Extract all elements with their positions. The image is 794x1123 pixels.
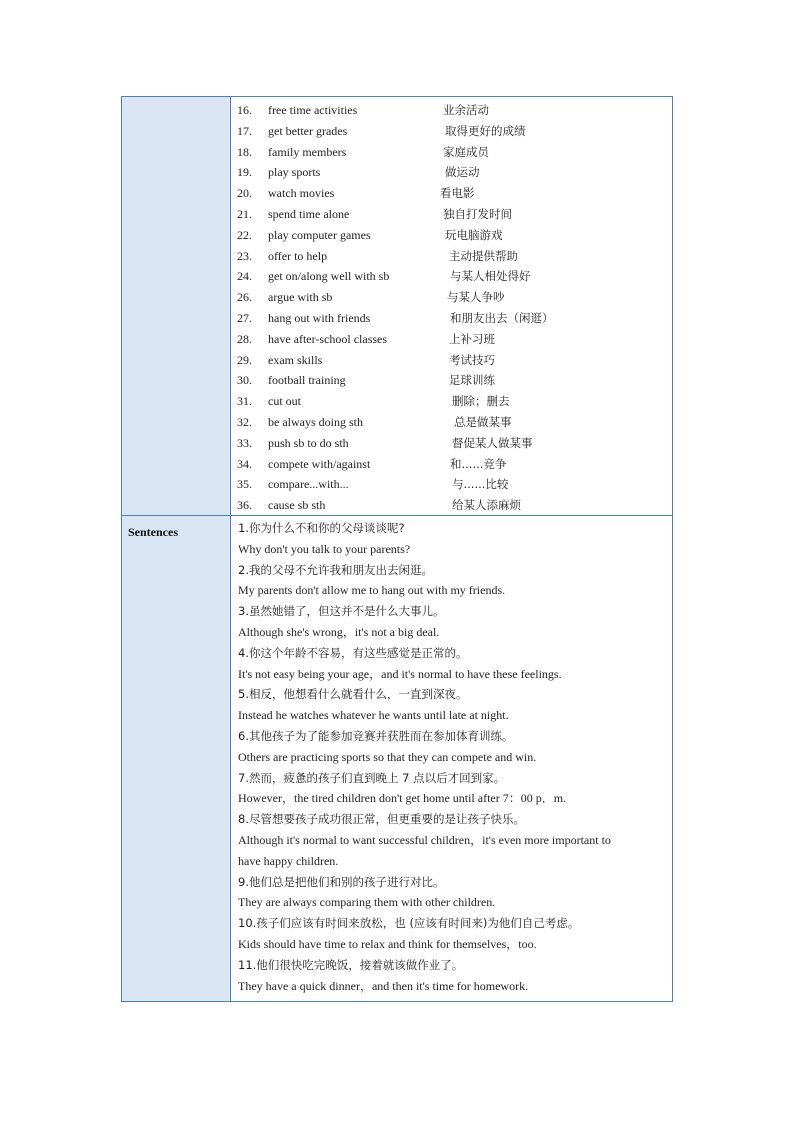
vocab-number: 18. — [237, 144, 252, 159]
vocab-number: 31. — [237, 394, 252, 409]
vocab-chinese: 做运动 — [445, 165, 480, 180]
vocab-english: argue with sb — [268, 290, 333, 305]
sentence-english: have happy children. — [238, 853, 339, 868]
vocab-number: 23. — [237, 248, 252, 263]
sentence-english: It's not easy being your age，and it's normal to have these feelings. — [238, 666, 562, 681]
vocab-row — [237, 370, 667, 391]
vocab-number: 20. — [237, 186, 252, 201]
vocabulary-table — [121, 96, 673, 1002]
vocab-english: get on/along well with sb — [268, 269, 390, 284]
vocab-row — [237, 100, 667, 121]
vocab-chinese: 看电影 — [440, 186, 475, 201]
label-column — [122, 97, 231, 1001]
vocab-row — [237, 204, 667, 225]
sentence-chinese: 9.他们总是把他们和别的孩子进行对比。 — [238, 874, 445, 889]
vocab-row — [237, 454, 667, 475]
vocab-chinese: 上补习班 — [449, 331, 495, 346]
sentence-chinese: 7.然而，疲惫的孩子们直到晚上 7 点以后才回到家。 — [238, 770, 506, 785]
vocab-chinese: 足球训练 — [449, 373, 495, 388]
vocab-english: spend time alone — [268, 206, 350, 221]
vocab-row — [237, 495, 667, 516]
sentence-chinese: 2.我的父母不允许我和朋友出去闲逛。 — [238, 562, 433, 577]
sentence-english: However，the tired children don't get home until after 7：00 p．m. — [238, 791, 567, 806]
sentence-english: They have a quick dinner，and then it's time for homework. — [238, 978, 529, 993]
vocab-row — [237, 225, 667, 246]
vocab-row — [237, 287, 667, 308]
vocab-english: cause sb sth — [268, 498, 326, 513]
vocab-number: 21. — [237, 206, 252, 221]
vocab-number: 29. — [237, 352, 252, 367]
vocab-number: 28. — [237, 331, 252, 346]
vocab-chinese: 取得更好的成绩 — [445, 123, 526, 138]
vocab-english: exam skills — [268, 352, 323, 367]
vocab-number: 34. — [237, 456, 252, 471]
vocab-chinese: 与某人相处得好 — [450, 269, 531, 284]
vocab-number: 24. — [237, 269, 252, 284]
vocab-number: 17. — [237, 123, 252, 138]
vocab-chinese: 督促某人做某事 — [452, 435, 533, 450]
vocab-chinese: 与某人争吵 — [447, 290, 505, 305]
vocab-number: 32. — [237, 414, 252, 429]
vocab-chinese: 给某人添麻烦 — [452, 498, 521, 513]
sentence-english: They are always comparing them with other children. — [238, 895, 496, 910]
vocab-english: push sb to do sth — [268, 435, 349, 450]
sentence-english: Instead he watches whatever he wants until late at night. — [238, 708, 509, 723]
vocab-row — [237, 162, 667, 183]
sentence-chinese: 4.你这个年龄不容易，有这些感觉是正常的。 — [238, 645, 468, 660]
vocab-number: 30. — [237, 373, 252, 388]
vocab-row — [237, 391, 667, 412]
vocab-english: watch movies — [268, 186, 335, 201]
vocab-row — [237, 246, 667, 267]
vocab-row — [237, 412, 667, 433]
sentence-english: Why don't you talk to your parents? — [238, 541, 411, 556]
vocab-english: hang out with friends — [268, 310, 371, 325]
sentences-label: Sentences — [128, 525, 178, 539]
sentence-english: Although it's normal to want successful children，it's even more important to — [238, 832, 611, 847]
sentence-chinese: 3.虽然她错了，但这并不是什么大事儿。 — [238, 604, 445, 619]
vocab-row — [237, 183, 667, 204]
vocab-english: be always doing sth — [268, 414, 363, 429]
vocab-english: free time activities — [268, 103, 358, 117]
vocab-english: get better grades — [268, 123, 348, 138]
vocab-row — [237, 350, 667, 371]
vocab-english: play computer games — [268, 227, 371, 242]
vocab-english: cut out — [268, 394, 301, 409]
sentence-english: My parents don't allow me to hang out with my friends. — [238, 583, 506, 598]
vocab-row — [237, 142, 667, 163]
vocab-chinese: 和朋友出去（闲逛） — [450, 310, 554, 325]
sentence-english: Others are practicing sports so that they can compete and win. — [238, 749, 537, 764]
sentence-chinese: 5.相反，他想看什么就看什么，一直到深夜。 — [238, 687, 468, 702]
vocab-english: family members — [268, 144, 347, 159]
vocab-number: 26. — [237, 290, 252, 305]
sentence-chinese: 8.尽管想要孩子成功很正常，但更重要的是让孩子快乐。 — [238, 812, 525, 827]
vocab-chinese: 考试技巧 — [449, 352, 495, 367]
vocab-number: 22. — [237, 227, 252, 242]
sentence-chinese: 1.你为什么不和你的父母谈谈呢? — [238, 521, 405, 535]
vocab-number: 36. — [237, 498, 252, 513]
vocab-english: compare...with... — [268, 477, 349, 492]
vocab-english: football training — [268, 373, 346, 388]
sentence-chinese: 11.他们很快吃完晚饭，接着就该做作业了。 — [238, 957, 464, 972]
vocab-chinese: 家庭成员 — [443, 144, 489, 159]
vocab-chinese: 独自打发时间 — [443, 206, 512, 221]
vocab-number: 35. — [237, 477, 252, 492]
sentence-chinese: 10.孩子们应该有时间来放松，也 (应该有时间来)为他们自己考虑。 — [238, 916, 580, 931]
vocab-number: 16. — [237, 103, 252, 117]
vocab-english: compete with/against — [268, 456, 371, 471]
sentence-chinese: 6.其他孩子为了能参加竞赛并获胜而在参加体育训练。 — [238, 728, 514, 743]
vocab-english: have after-school classes — [268, 331, 388, 346]
vocab-row — [237, 329, 667, 350]
vocab-chinese: 和......竞争 — [450, 456, 507, 471]
vocab-english: offer to help — [268, 248, 328, 263]
vocab-number: 27. — [237, 310, 252, 325]
vocab-row — [237, 266, 667, 287]
vocab-chinese: 总是做某事 — [454, 414, 512, 429]
vocab-number: 33. — [237, 435, 252, 450]
sentence-english: Kids should have time to relax and think for themselves，too. — [238, 936, 537, 951]
vocab-chinese: 玩电脑游戏 — [445, 227, 503, 242]
vocab-chinese: 与......比较 — [452, 477, 509, 492]
sentence-english: Although she's wrong，it's not a big deal. — [238, 624, 440, 639]
vocab-list — [237, 100, 667, 516]
sentence-list — [238, 518, 666, 996]
vocab-chinese: 删除；删去 — [452, 394, 510, 409]
vocab-number: 19. — [237, 165, 252, 180]
vocab-chinese: 主动提供帮助 — [449, 248, 518, 263]
vocab-chinese: 业余活动 — [443, 103, 489, 117]
vocab-english: play sports — [268, 165, 321, 180]
vocab-row — [237, 433, 667, 454]
vocab-row — [237, 308, 667, 329]
vocab-row — [237, 121, 667, 142]
vocab-row — [237, 474, 667, 495]
